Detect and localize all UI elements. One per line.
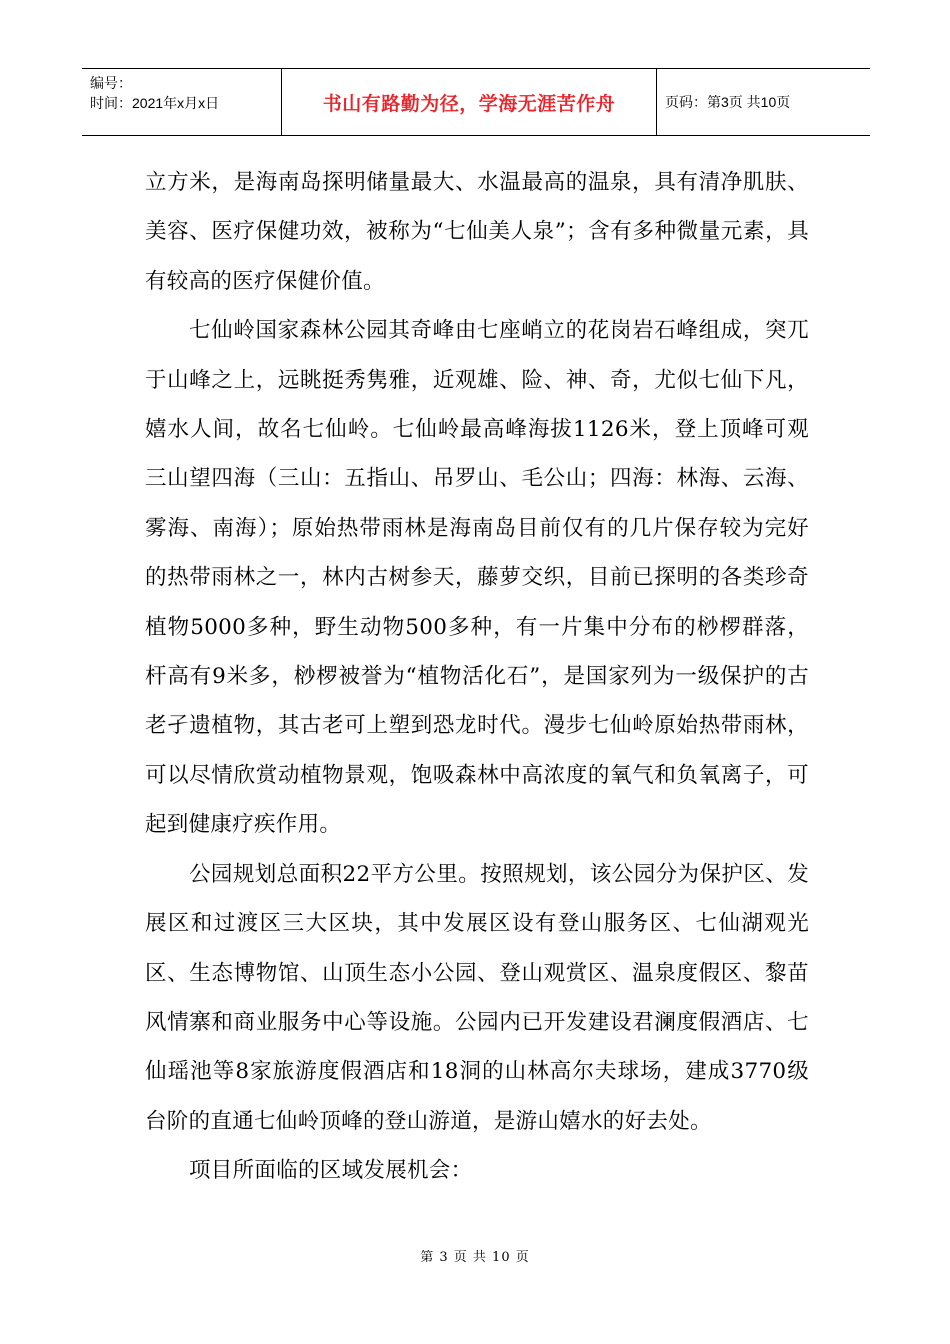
document-number-label: 编号： <box>90 75 132 91</box>
body-paragraph: 立方米，是海南岛探明储量最大、水温最高的温泉，具有清净肌肤、美容、医疗保健功效，被称为“七仙美人泉”；含有多种微量元素，具有较高的医疗保健价值。 <box>145 170 809 294</box>
page-footer: 第 3 页 共 10 页 <box>420 1250 530 1265</box>
body-paragraph: 项目所面临的区域发展机会： <box>189 1158 473 1184</box>
document-date-label: 时间：2021年x月x日 <box>90 95 220 111</box>
body-paragraph: 七仙岭国家森林公园其奇峰由七座峭立的花岗岩石峰组成，突兀于山峰之上，远眺挺秀隽雅，近观雄、险、神、奇，尤似七仙下凡，嬉水人间，故名七仙岭。七仙岭最高峰海拔1126米，登上顶峰可观三山望四海（三山：五指山、吊罗山、毛公山；四海：林海、云海、雾海、南海）；原始热带雨林是海南岛目前仅有的几片保存较为完好的热带雨林之一，林内古树参天，藤萝交织，目前已探明的各类珍奇植物5000多种，野生动物500多种，有一片集中分布的桫椤群落，杆高有9米多，桫椤被誉为“植物活化石”，是国家列为一级保护的古老孑遗植物，其古老可上塑到恐龙时代。漫步七仙岭原始热带雨林，可以尽情欣赏动植物景观，饱吸森林中高浓度的氧气和负氧离子，可起到健康疗疾作用。 <box>145 318 809 838</box>
header-page-info: 页码：第3页 共10页 <box>665 94 791 110</box>
body-paragraph: 公园规划总面积22平方公里。按照规划，该公园分为保护区、发展区和过渡区三大区块，其中发展区设有登山服务区、七仙湖观光区、生态博物馆、山顶生态小公园、登山观赏区、温泉度假区、黎苗风情寨和商业服务中心等设施。公园内已开发建设君澜度假酒店、七仙瑶池等8家旅游度假酒店和18洞的山林高尔夫球场，建成3770级台阶的直通七仙岭顶峰的登山游道，是游山嬉水的好去处。 <box>145 861 809 1134</box>
document-body <box>145 158 809 1196</box>
header-motto: 书山有路勤为径，学海无涯苦作舟 <box>282 69 657 135</box>
page-header <box>82 68 870 136</box>
header-meta <box>82 69 282 135</box>
